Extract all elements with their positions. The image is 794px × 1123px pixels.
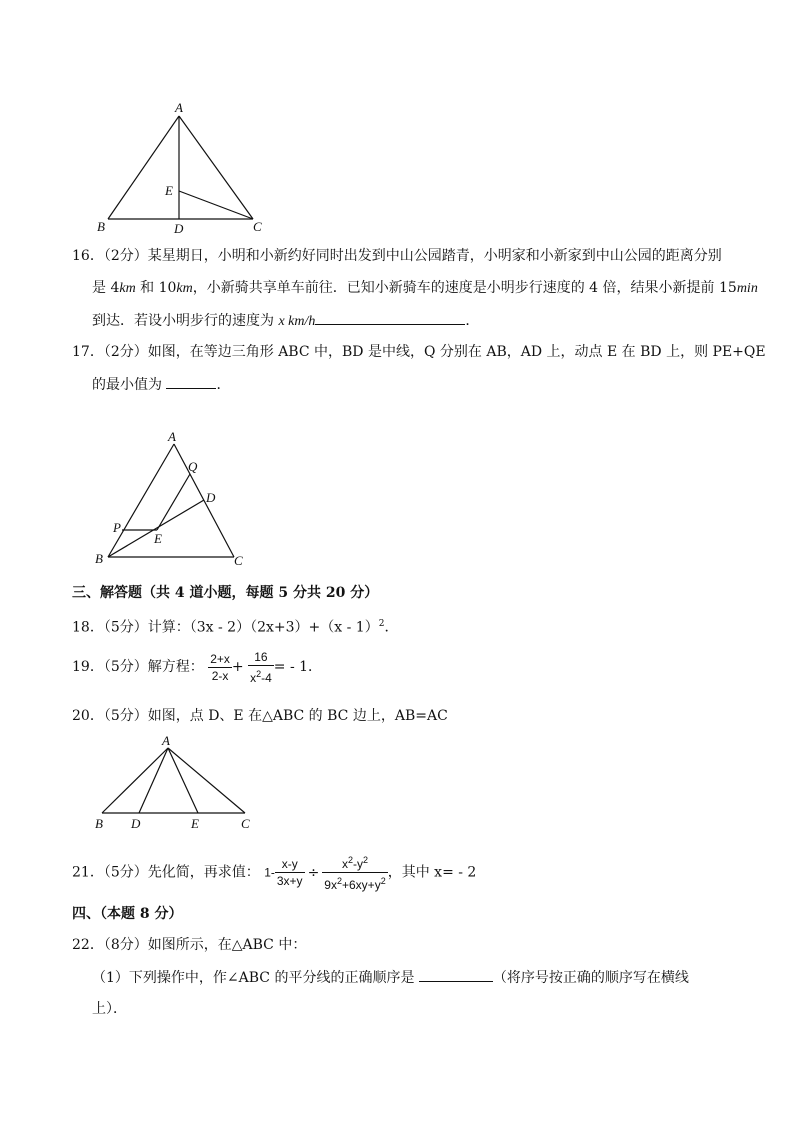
answer-blank[interactable] (315, 310, 465, 325)
score: （5分） (103, 619, 148, 636)
score: （2分） (103, 344, 148, 360)
isosceles-triangle-diagram (90, 732, 260, 832)
text: 上）． (92, 1001, 127, 1017)
text: ． (384, 619, 399, 636)
question-22-part-1-cont (92, 999, 127, 1019)
figure-q20 (90, 732, 260, 832)
expression-prefix: 1- (264, 865, 275, 880)
exponent: 2 (378, 619, 385, 629)
text: ，小新骑共享单车前往．已知小新骑车的速度是小明步行速度的 4 倍，结果小新提前 15 (192, 280, 737, 296)
question-17-line-2 (92, 374, 230, 395)
unit-km: km (119, 281, 136, 296)
answer-blank[interactable] (166, 374, 216, 389)
question-number: 20． (72, 708, 104, 724)
term: 9x (324, 878, 337, 892)
den-rest: -4 (261, 670, 272, 685)
question-number: 17． (72, 344, 104, 360)
score: （2分） (103, 248, 148, 264)
unit-km: km (176, 281, 193, 296)
operator: ÷ (307, 864, 320, 881)
question-text: 先化简，再求值： (147, 864, 260, 881)
denominator: 2-x (211, 668, 229, 683)
section-3-heading: 三、解答题（共 4 道小题，每题 5 分共 20 分） (72, 585, 379, 601)
numerator (322, 852, 387, 873)
term: x (341, 857, 348, 871)
label-q: Q (188, 459, 198, 474)
text: ，其中 x= - 2 (387, 864, 477, 881)
text: （1）下列操作中，作∠ABC 的平分线的正确顺序是 (92, 970, 419, 986)
exponent: 2 (256, 668, 262, 679)
label-e: E (191, 816, 199, 831)
term: -y (353, 857, 363, 871)
question-20 (72, 706, 448, 726)
question-number: 19． (72, 659, 104, 675)
fraction-2 (248, 649, 274, 686)
label-c: C (234, 553, 243, 568)
label-a: A (162, 733, 170, 748)
question-16-line-2 (92, 278, 758, 299)
exponent: 2 (380, 876, 386, 886)
fraction-1 (208, 651, 232, 684)
label-e: E (154, 531, 162, 546)
question-number: 18． (72, 619, 104, 636)
label-p: P (113, 520, 121, 535)
text: 和 10 (135, 280, 177, 296)
score: （8分） (103, 937, 148, 953)
question-text: 如图所示，在△ABC 中： (147, 937, 307, 953)
text: 是 4 (92, 280, 120, 296)
score: （5分） (103, 864, 148, 881)
label-c: C (241, 816, 250, 831)
label-e: E (165, 183, 173, 198)
question-text: 如图，在等边三角形 ABC 中，BD 是中线，Q 分别在 AB，AD 上，动点 E 在 BD 上，则 PE+QE (147, 344, 766, 360)
question-text: 计算：（3x - 2）（2x+3）+（x - 1） (147, 619, 379, 636)
label-b: B (95, 551, 103, 566)
figure-q15 (94, 98, 274, 238)
text: （将序号按正确的顺序写在横线 (492, 970, 689, 986)
figure-q17 (90, 432, 250, 572)
question-16-line-1 (72, 246, 722, 266)
question-number: 16． (72, 248, 104, 264)
exponent: 2 (336, 876, 342, 886)
numerator: 16 (248, 649, 274, 666)
text: ． (216, 377, 231, 393)
question-22 (72, 935, 306, 955)
label-b: B (95, 816, 103, 831)
numerator: 2+x (210, 651, 230, 666)
question-17-line-1 (72, 342, 766, 362)
question-text: 如图，点 D、E 在△ABC 的 BC 边上，AB=AC (147, 708, 448, 724)
question-number: 22． (72, 937, 104, 953)
label-d: D (174, 221, 184, 236)
label-d: D (131, 816, 141, 831)
term: +6xy+y (342, 878, 381, 892)
question-19 (72, 648, 322, 686)
label-b: B (97, 219, 105, 234)
operator: + (231, 659, 244, 675)
triangle-diagram-abc (94, 98, 274, 238)
label-a: A (168, 432, 176, 444)
exponent: 2 (347, 855, 353, 865)
question-16-line-3 (92, 310, 479, 332)
equilateral-triangle-diagram (90, 432, 250, 572)
unit-min: min (736, 281, 758, 296)
den-base: x (250, 670, 257, 685)
question-22-part-1 (92, 967, 689, 988)
question-18 (72, 614, 398, 638)
text: 到达．若设小明步行的速度为 (92, 313, 279, 329)
equation-rhs: = - 1． (273, 659, 323, 675)
numerator: x-y (275, 856, 305, 873)
section-4-heading: 四、（本题 8 分） (72, 906, 183, 922)
score: （5分） (103, 708, 148, 724)
question-text: 解方程： (147, 659, 204, 675)
exponent: 2 (363, 855, 369, 865)
label-a: A (175, 100, 183, 115)
text: ． (465, 313, 480, 329)
denominator (322, 873, 387, 893)
fraction-2 (322, 852, 387, 893)
text: 的最小值为 (92, 377, 167, 393)
denominator: 3x+y (276, 874, 303, 888)
question-number: 21． (72, 864, 104, 881)
label-c: C (253, 219, 262, 234)
denominator (248, 666, 274, 686)
question-21 (72, 852, 476, 893)
label-d: D (206, 490, 216, 505)
fraction-1 (275, 856, 305, 889)
variable: x km/h (278, 314, 316, 329)
score: （5分） (103, 659, 148, 675)
answer-blank[interactable] (419, 967, 493, 982)
question-text: 某星期日，小明和小新约好同时出发到中山公园踏青，小明家和小新家到中山公园的距离分别 (147, 248, 722, 264)
